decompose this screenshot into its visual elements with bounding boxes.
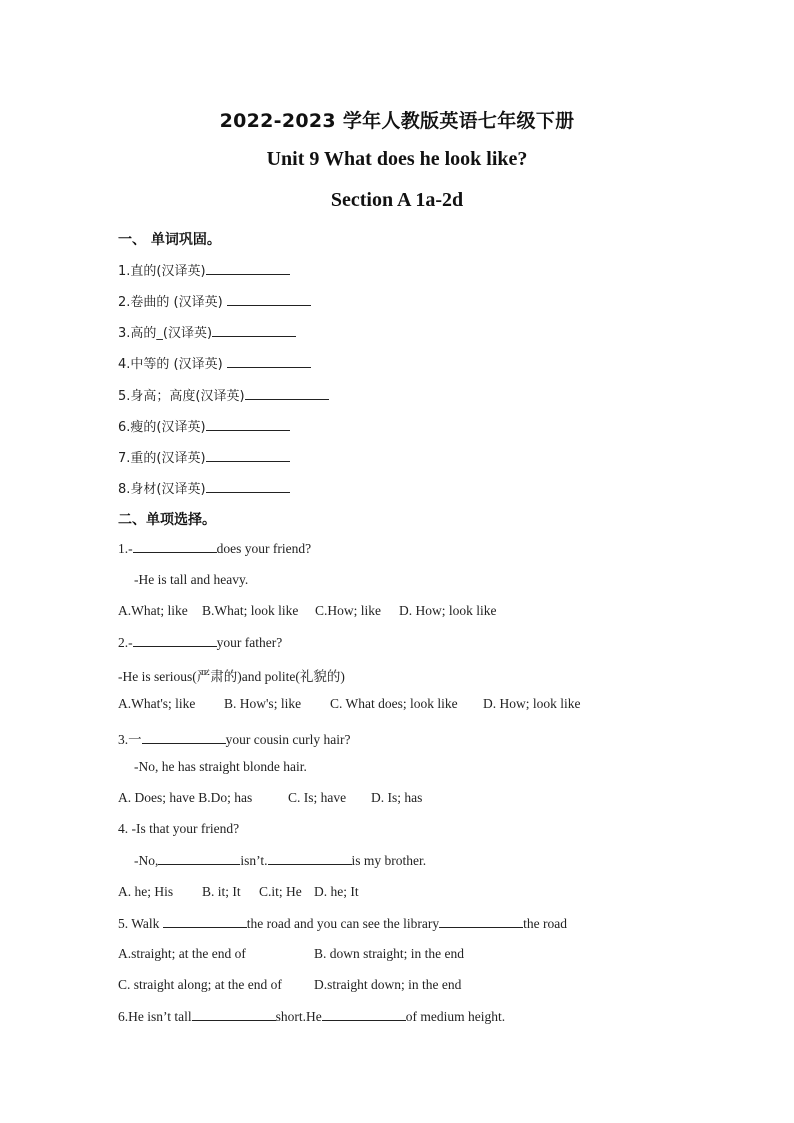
question-text: the road bbox=[523, 916, 567, 931]
option-d[interactable]: D. he; It bbox=[314, 884, 359, 899]
answer-blank[interactable] bbox=[227, 355, 311, 368]
answer-blank[interactable] bbox=[245, 387, 329, 400]
option-c[interactable]: C. Is; have bbox=[288, 790, 347, 805]
vocab-item bbox=[118, 291, 311, 310]
answer-blank[interactable] bbox=[212, 324, 296, 337]
option-b[interactable]: B. How's; like bbox=[224, 696, 302, 711]
vocab-prompt: 4.中等的 (汉译英) bbox=[118, 357, 227, 372]
question-4-answer bbox=[134, 852, 426, 869]
answer-blank[interactable] bbox=[133, 540, 217, 553]
question-6 bbox=[118, 1008, 505, 1025]
option-b[interactable]: B.What; look like bbox=[202, 603, 299, 618]
answer-blank[interactable] bbox=[206, 449, 290, 462]
answer-prefix: -No, bbox=[134, 853, 159, 868]
option-c[interactable]: C. straight along; at the end of bbox=[118, 977, 282, 992]
option-c[interactable]: C.it; He bbox=[259, 884, 302, 899]
question-4: 4. -Is that your friend? bbox=[118, 821, 240, 836]
answer-blank[interactable] bbox=[133, 634, 217, 647]
option-a[interactable]: A.What; like bbox=[118, 603, 188, 618]
question-prefix: 6.He isn’t tall bbox=[118, 1009, 192, 1024]
answer-blank[interactable] bbox=[227, 293, 311, 306]
question-prefix: 5. Walk bbox=[118, 916, 163, 931]
unit-title: Unit 9 What does he look like? bbox=[266, 148, 528, 170]
question-prefix: 3.一 bbox=[118, 732, 142, 747]
question-2 bbox=[118, 634, 282, 651]
option-a[interactable]: A.straight; at the end of bbox=[118, 946, 246, 961]
vocab-prompt: 2.卷曲的 (汉译英) bbox=[118, 295, 227, 310]
option-a[interactable]: A. he; His bbox=[118, 884, 174, 899]
question-1-options bbox=[118, 603, 497, 619]
option-b[interactable]: B. down straight; in the end bbox=[314, 946, 464, 961]
question-prefix: 2.- bbox=[118, 635, 133, 650]
question-text: the road and you can see the library bbox=[246, 916, 440, 931]
option-a-b[interactable]: A. Does; have B.Do; has bbox=[118, 790, 253, 805]
answer-blank[interactable] bbox=[322, 1008, 406, 1021]
part1-heading: 一、 单词巩固。 bbox=[118, 232, 221, 248]
answer-blank[interactable] bbox=[439, 915, 523, 928]
option-d[interactable]: D. How; look like bbox=[483, 696, 581, 711]
question-text: of medium height. bbox=[405, 1009, 506, 1024]
answer-text: is my brother. bbox=[351, 853, 427, 868]
vocab-prompt: 7.重的(汉译英) bbox=[118, 451, 206, 466]
vocab-item bbox=[118, 478, 290, 497]
answer-text: isn’t. bbox=[240, 853, 268, 868]
answer-blank[interactable] bbox=[192, 1008, 276, 1021]
option-d[interactable]: D. Is; has bbox=[371, 790, 423, 805]
vocab-item bbox=[118, 322, 296, 341]
question-5-options-row1 bbox=[118, 946, 464, 962]
vocab-prompt: 1.直的(汉译英) bbox=[118, 264, 206, 279]
option-d[interactable]: D. How; look like bbox=[399, 603, 497, 618]
vocab-prompt: 5.身高；高度(汉译英) bbox=[118, 389, 245, 404]
worksheet-title: 2022-2023 学年人教版英语七年级下册 bbox=[219, 110, 575, 132]
question-2-answer: -He is serious(严肃的)and polite(礼貌的) bbox=[118, 669, 345, 684]
answer-blank[interactable] bbox=[206, 418, 290, 431]
question-1 bbox=[118, 540, 311, 557]
vocab-prompt: 3.高的_(汉译英) bbox=[118, 326, 213, 341]
vocab-item bbox=[118, 447, 290, 466]
answer-blank[interactable] bbox=[142, 731, 226, 744]
question-text: short.He bbox=[275, 1009, 322, 1024]
answer-blank[interactable] bbox=[158, 852, 240, 865]
question-text: your father? bbox=[216, 635, 283, 650]
answer-blank[interactable] bbox=[268, 852, 352, 865]
question-5-options-row2 bbox=[118, 977, 461, 993]
vocab-prompt: 8.身材(汉译英) bbox=[118, 482, 206, 497]
option-b[interactable]: B. it; It bbox=[202, 884, 241, 899]
question-2-options bbox=[118, 696, 581, 712]
vocab-item bbox=[118, 416, 290, 435]
option-d[interactable]: D.straight down; in the end bbox=[314, 977, 462, 992]
question-5 bbox=[118, 915, 567, 932]
part2-heading: 二、单项选择。 bbox=[118, 512, 216, 528]
option-a[interactable]: A.What's; like bbox=[118, 696, 196, 711]
vocab-item bbox=[118, 385, 329, 404]
option-c[interactable]: C.How; like bbox=[315, 603, 381, 618]
answer-blank[interactable] bbox=[206, 480, 290, 493]
question-1-answer: -He is tall and heavy. bbox=[134, 572, 249, 587]
question-3-answer: -No, he has straight blonde hair. bbox=[134, 759, 307, 774]
question-text: your cousin curly hair? bbox=[225, 732, 351, 747]
answer-blank[interactable] bbox=[206, 262, 290, 275]
question-4-options bbox=[118, 884, 359, 900]
answer-blank[interactable] bbox=[163, 915, 247, 928]
vocab-prompt: 6.瘦的(汉译英) bbox=[118, 420, 206, 435]
question-3-options bbox=[118, 790, 422, 806]
question-prefix: 1.- bbox=[118, 541, 133, 556]
question-3 bbox=[118, 728, 350, 748]
vocab-item bbox=[118, 260, 290, 279]
option-c[interactable]: C. What does; look like bbox=[330, 696, 458, 711]
section-title: Section A 1a-2d bbox=[330, 189, 464, 211]
vocab-item bbox=[118, 353, 311, 372]
question-text: does your friend? bbox=[216, 541, 312, 556]
